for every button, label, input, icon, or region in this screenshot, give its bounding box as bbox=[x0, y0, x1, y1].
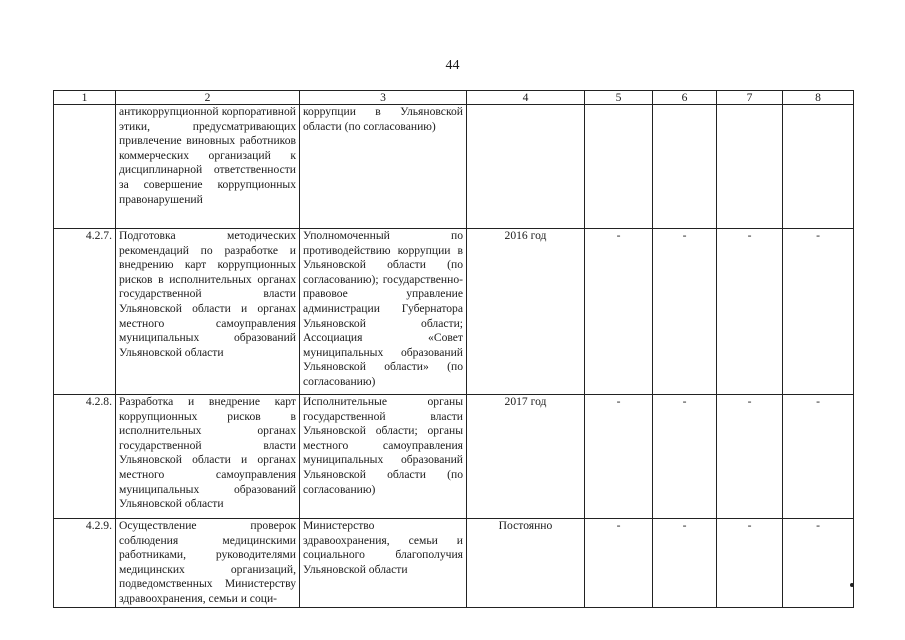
measures-table bbox=[53, 90, 854, 608]
funding-cell: - bbox=[717, 395, 783, 519]
item-number: 4.2.9. bbox=[54, 519, 116, 608]
measure-text: Подготовка методических рекомендаций по разработке и внедрению карт коррупционных рисков в исполнительных органах государственной власти Ульяновской области и органах местного самоуправления муниципальных образований Ульяновской области bbox=[116, 229, 300, 395]
measure-text: Разработка и внедрение карт коррупционных рисков в исполнительных органах государственной власти Ульяновской области и органах местного самоуправления муниципальных образований Ульяновской области bbox=[116, 395, 300, 519]
header-cell: 4 bbox=[467, 91, 585, 105]
measure-text: Осуществление проверок соблюдения медицинскими работниками, руководителями медицинских организаций, подведомственных Министерству здравоохранения, семьи и соци- bbox=[116, 519, 300, 608]
executor-text: Исполнительные органы государственной власти Ульяновской области; органы местного самоуправления муниципальных образований Ульяновской области (по согласованию) bbox=[300, 395, 467, 519]
funding-cell: - bbox=[717, 229, 783, 395]
page-number: 44 bbox=[445, 58, 460, 73]
term-text bbox=[467, 105, 585, 229]
table-row bbox=[54, 229, 854, 395]
funding-cell: - bbox=[783, 519, 854, 608]
header-row bbox=[54, 91, 854, 105]
table-row bbox=[54, 105, 854, 229]
executor-text: Уполномоченный по противодействию коррупции в Ульяновской области (по согласованию); государственно-правовое управление администрации Губернатора Ульяновской области; Ассоциация «Совет муниципальных образований Ульяновской области» (по согласованию) bbox=[300, 229, 467, 395]
funding-cell: - bbox=[653, 395, 717, 519]
term-text: Постоянно bbox=[467, 519, 585, 608]
funding-cell: - bbox=[783, 229, 854, 395]
funding-cell: - bbox=[585, 229, 653, 395]
funding-cell: - bbox=[653, 519, 717, 608]
measure-text: антикоррупционной корпоративной этики, предусматривающих привлечение виновных работников коммерческих организаций к дисциплинарной ответственности за совершение коррупционных правонарушений bbox=[116, 105, 300, 229]
funding-cell: - bbox=[585, 519, 653, 608]
funding-cell bbox=[783, 105, 854, 229]
funding-cell bbox=[653, 105, 717, 229]
executor-text: коррупции в Ульяновской области (по согласованию) bbox=[300, 105, 467, 229]
funding-cell bbox=[585, 105, 653, 229]
executor-text: Министерство здравоохранения, семьи и социального благополучия Ульяновской области bbox=[300, 519, 467, 608]
term-text: 2017 год bbox=[467, 395, 585, 519]
funding-cell: - bbox=[653, 229, 717, 395]
funding-cell: - bbox=[585, 395, 653, 519]
table-row bbox=[54, 395, 854, 519]
funding-cell bbox=[717, 105, 783, 229]
funding-cell: - bbox=[783, 395, 854, 519]
header-cell: 6 bbox=[653, 91, 717, 105]
table-row bbox=[54, 519, 854, 608]
item-number: 4.2.8. bbox=[54, 395, 116, 519]
term-text: 2016 год bbox=[467, 229, 585, 395]
header-cell: 1 bbox=[54, 91, 116, 105]
header-cell: 3 bbox=[300, 91, 467, 105]
header-cell: 8 bbox=[783, 91, 854, 105]
scan-dot bbox=[850, 583, 854, 587]
funding-cell: - bbox=[717, 519, 783, 608]
header-cell: 5 bbox=[585, 91, 653, 105]
item-number bbox=[54, 105, 116, 229]
header-cell: 7 bbox=[717, 91, 783, 105]
header-cell: 2 bbox=[116, 91, 300, 105]
item-number: 4.2.7. bbox=[54, 229, 116, 395]
